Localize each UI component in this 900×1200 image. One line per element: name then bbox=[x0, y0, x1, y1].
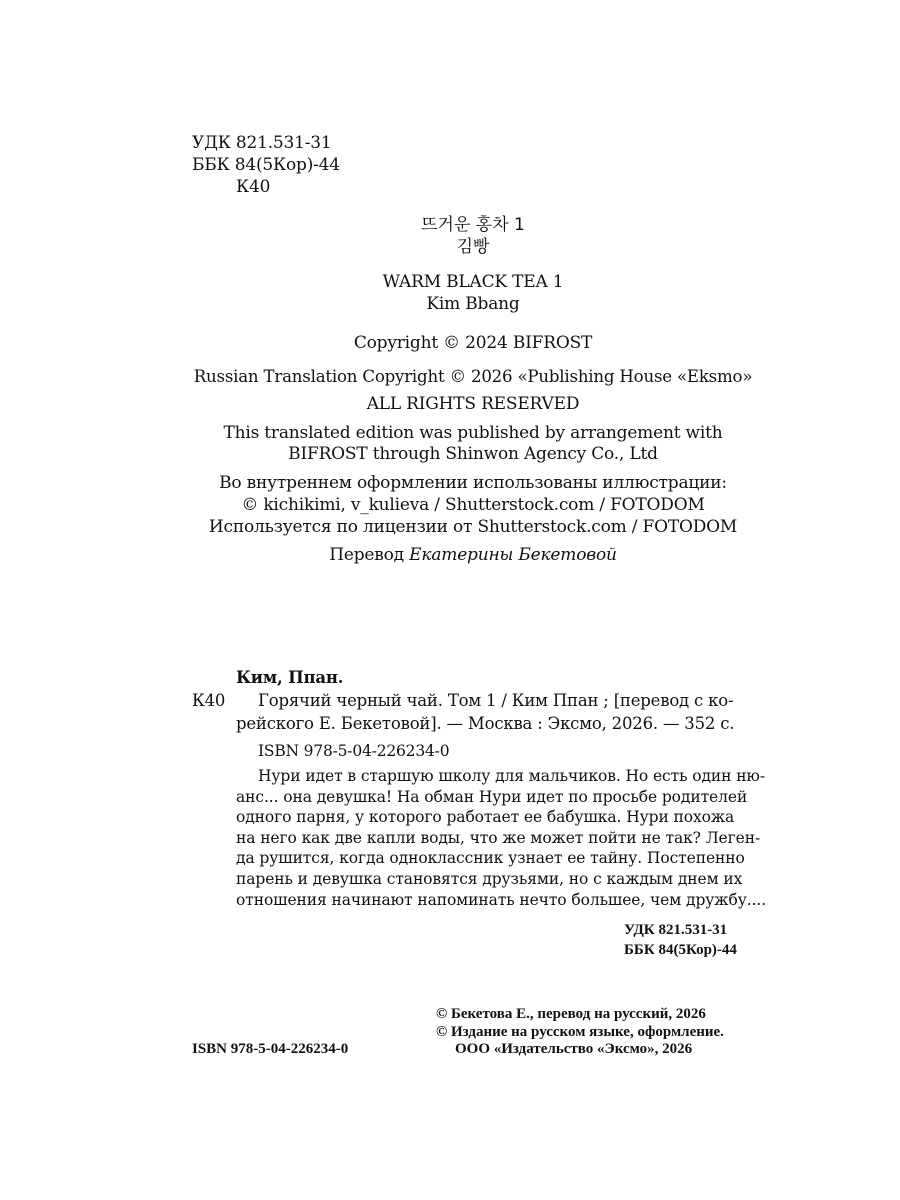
translator-credit bbox=[120, 544, 826, 566]
translation-copyright-line: Russian Translation Copyright © 2026 «Publishing House «Eksmo» bbox=[193, 367, 753, 386]
bibliography-author-heading: Ким, Ппан. bbox=[236, 668, 344, 687]
bibliography-isbn: ISBN 978-5-04-226234-0 bbox=[258, 742, 450, 760]
imprint-isbn: ISBN 978-5-04-226234-0 bbox=[192, 1041, 349, 1057]
annotation-line: анс... она девушка! На обман Нури идет по просьбе родителей bbox=[236, 787, 748, 806]
english-author: Kim Bbang bbox=[426, 294, 520, 314]
author-mark: К40 bbox=[236, 177, 271, 197]
bottom-bbk-code: ББК 84(5Кор)-44 bbox=[624, 942, 737, 958]
translator-name: Екатерины Бекетовой bbox=[409, 545, 617, 565]
arrangement-line-1: This translated edition was published by arrangement with bbox=[223, 423, 723, 443]
bbk-code: ББК 84(5Кор)-44 bbox=[192, 155, 340, 175]
annotation-line: на него как две капли воды, что же может пойти не так? Леген- bbox=[236, 828, 761, 847]
rights-reserved-line: ALL RIGHTS RESERVED bbox=[366, 394, 580, 414]
copyright-translation: © Бекетова Е., перевод на русский, 2026 bbox=[436, 1006, 706, 1022]
annotation-paragraph bbox=[236, 766, 767, 910]
annotation-line: отношения начинают напоминать нечто большее, чем дружбу.... bbox=[236, 890, 767, 909]
bibliography-mark: К40 bbox=[192, 691, 226, 710]
illustrations-line-1: Во внутреннем оформлении использованы иллюстрации: bbox=[219, 473, 727, 493]
bibliography-entry-line-2: рейского Е. Бекетовой]. — Москва : Эксмо, 2026. — 352 с. bbox=[236, 714, 735, 733]
bibliography-entry-line-1: Горячий черный чай. Том 1 / Ким Ппан ; [перевод с ко- bbox=[258, 691, 734, 710]
illustrations-line-2: © kichikimi, v_kulieva / Shutterstock.com / FOTODOM bbox=[241, 495, 705, 515]
copyright-edition-line-1: © Издание на русском языке, оформление. bbox=[436, 1024, 724, 1040]
korean-title: 뜨거운 홍차 1 bbox=[421, 215, 525, 235]
copyright-edition-line-2: ООО «Издательство «Эксмо», 2026 bbox=[455, 1041, 693, 1057]
annotation-line: одного парня, у которого работает ее бабушка. Нури похожа bbox=[236, 808, 735, 827]
illustrations-line-3: Используется по лицензии от Shutterstock.com / FOTODOM bbox=[208, 517, 738, 537]
arrangement-line-2: BIFROST through Shinwon Agency Co., Ltd bbox=[288, 444, 658, 464]
translator-prefix: Перевод bbox=[329, 545, 404, 565]
bottom-udk-code: УДК 821.531-31 bbox=[624, 922, 728, 938]
annotation-line: парень и девушка становятся друзьями, но с каждым днем их bbox=[236, 869, 743, 888]
annotation-line: Нури идет в старшую школу для мальчиков. Но есть один ню- bbox=[258, 767, 765, 785]
korean-author: 김빵 bbox=[456, 237, 490, 257]
annotation-line: да рушится, когда одноклассник узнает ее тайну. Постепенно bbox=[236, 849, 745, 868]
copyright-line: Copyright © 2024 BIFROST bbox=[353, 333, 593, 353]
udk-code: УДК 821.531-31 bbox=[192, 133, 332, 153]
english-title: WARM BLACK TEA 1 bbox=[382, 272, 564, 292]
